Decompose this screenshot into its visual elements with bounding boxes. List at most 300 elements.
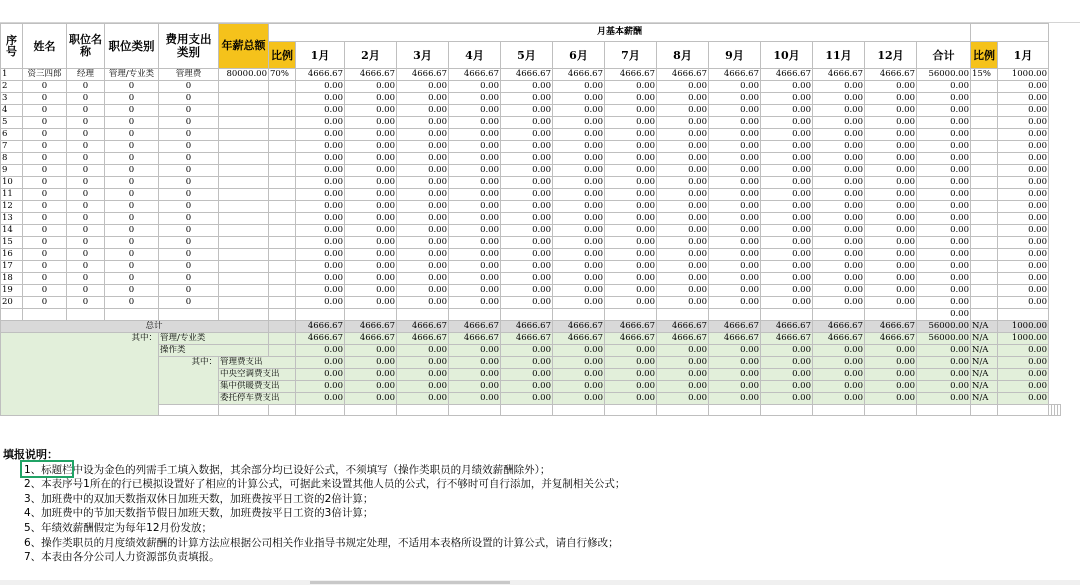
amount-cell[interactable]: 0.00 [657,225,709,237]
ratio2-cell[interactable] [971,273,998,285]
amount-cell[interactable]: 0.00 [449,165,501,177]
seq-cell[interactable]: 10 [1,177,23,189]
amount-cell[interactable]: 0.00 [553,153,605,165]
ops-amount-cell[interactable]: 0.00 [501,345,553,357]
amount-cell[interactable]: 0.00 [345,225,397,237]
ops-amount-cell[interactable]: 0.00 [449,345,501,357]
header-month[interactable]: 12月 [865,42,917,69]
blank-cell[interactable] [345,309,397,321]
amount-cell[interactable]: 0.00 [553,249,605,261]
amount-cell[interactable]: 0.00 [761,225,813,237]
amount-cell[interactable]: 0.00 [553,93,605,105]
amount-cell[interactable]: 0.00 [998,105,1049,117]
header-month[interactable]: 5月 [501,42,553,69]
amount-cell[interactable]: 0.00 [605,225,657,237]
amount-cell[interactable]: 0.00 [449,117,501,129]
amount-cell[interactable]: 0.00 [998,273,1049,285]
amount-cell[interactable]: 0.00 [553,165,605,177]
amount-cell[interactable]: 0.00 [657,105,709,117]
amount-cell[interactable]: 0.00 [449,261,501,273]
amount-cell[interactable]: 0.00 [397,273,449,285]
amount-cell[interactable]: 0.00 [709,213,761,225]
expense-cell[interactable]: 0 [159,129,219,141]
amount-cell[interactable]: 0.00 [345,153,397,165]
annual-cell[interactable] [219,273,269,285]
amount-cell[interactable]: 0.00 [553,261,605,273]
amount-cell[interactable]: 0.00 [998,93,1049,105]
month-amount-cell[interactable]: 4666.67 [761,69,813,81]
cell-selection[interactable] [20,460,74,478]
amount-cell[interactable]: 0.00 [865,225,917,237]
amount-cell[interactable]: 0.00 [813,213,865,225]
amount-cell[interactable]: 0.00 [709,273,761,285]
amount-cell[interactable]: 0.00 [865,177,917,189]
annual-cell[interactable] [219,297,269,309]
mgmt-label[interactable]: 管理/专业类 [159,333,269,345]
blank-cell[interactable] [449,405,501,416]
position-cell[interactable]: 0 [67,189,105,201]
amount-cell[interactable]: 0.00 [917,81,971,93]
amount-cell[interactable]: 0.00 [865,285,917,297]
amount-cell[interactable]: 0.00 [345,201,397,213]
ratio-cell[interactable] [269,141,296,153]
amount-cell[interactable]: 0.00 [449,129,501,141]
blank-cell[interactable] [269,321,296,333]
ratio2-cell[interactable] [971,249,998,261]
sub-amount-cell[interactable]: 0.00 [296,393,345,405]
ratio2-cell[interactable] [971,153,998,165]
month-amount-cell[interactable]: 4666.67 [296,69,345,81]
category-cell[interactable]: 0 [105,285,159,297]
expense-cell[interactable]: 0 [159,165,219,177]
amount-cell[interactable]: 0.00 [813,117,865,129]
mgmt-month-cell[interactable]: 4666.67 [397,333,449,345]
sub-amount-cell[interactable]: 0.00 [761,369,813,381]
amount-cell[interactable]: 0.00 [553,201,605,213]
name-cell[interactable]: 0 [23,201,67,213]
total-month-b-cell[interactable]: 1000.00 [998,321,1049,333]
amount-cell[interactable]: 0.00 [296,177,345,189]
amount-cell[interactable]: 0.00 [501,117,553,129]
amount-cell[interactable]: 0.00 [553,285,605,297]
total-month-cell[interactable]: 4666.67 [657,321,709,333]
amount-cell[interactable]: 0.00 [553,189,605,201]
amount-cell[interactable]: 0.00 [296,213,345,225]
total-sum-cell[interactable]: 56000.00 [917,321,971,333]
category-cell[interactable]: 0 [105,237,159,249]
seq-cell[interactable]: 12 [1,201,23,213]
amount-cell[interactable]: 0.00 [449,285,501,297]
ops-amount-cell[interactable]: 0.00 [345,345,397,357]
header-month[interactable]: 6月 [553,42,605,69]
mgmt-month-cell[interactable]: 4666.67 [345,333,397,345]
category-cell[interactable]: 0 [105,213,159,225]
name-cell[interactable]: 0 [23,297,67,309]
amount-cell[interactable]: 0.00 [761,105,813,117]
amount-cell[interactable]: 0.00 [553,297,605,309]
amount-cell[interactable]: 0.00 [605,273,657,285]
amount-cell[interactable]: 0.00 [501,189,553,201]
sub-amount-cell[interactable]: 0.00 [813,381,865,393]
category-cell[interactable]: 0 [105,249,159,261]
amount-cell[interactable]: 0.00 [449,213,501,225]
blank-cell[interactable] [709,309,761,321]
month-amount-cell[interactable]: 4666.67 [397,69,449,81]
amount-cell[interactable]: 0.00 [397,153,449,165]
seq-cell[interactable]: 20 [1,297,23,309]
amount-cell[interactable]: 0.00 [865,129,917,141]
amount-cell[interactable]: 0.00 [345,261,397,273]
amount-cell[interactable]: 0.00 [605,81,657,93]
amount-cell[interactable]: 0.00 [657,153,709,165]
sub-amount-cell[interactable]: 0.00 [449,393,501,405]
blank-cell[interactable] [501,405,553,416]
amount-cell[interactable]: 0.00 [605,141,657,153]
blank-cell[interactable] [345,405,397,416]
amount-cell[interactable]: 0.00 [813,165,865,177]
blank-cell[interactable] [269,405,296,416]
blank-cell[interactable] [105,309,159,321]
header-month[interactable]: 4月 [449,42,501,69]
ratio-cell[interactable] [269,165,296,177]
ratio2-cell[interactable] [971,261,998,273]
seq-cell[interactable]: 6 [1,129,23,141]
na-cell[interactable]: N/A [971,381,998,393]
amount-cell[interactable]: 0.00 [501,93,553,105]
name-cell[interactable]: 0 [23,237,67,249]
sub-amount-cell[interactable]: 0.00 [501,381,553,393]
amount-cell[interactable]: 0.00 [813,297,865,309]
ops-amount-cell[interactable]: 0.00 [761,345,813,357]
amount-cell[interactable]: 0.00 [917,201,971,213]
amount-cell[interactable]: 0.00 [397,249,449,261]
amount-cell[interactable]: 0.00 [998,189,1049,201]
amount-cell[interactable]: 0.00 [397,261,449,273]
position-cell[interactable]: 0 [67,249,105,261]
blank-cell[interactable] [159,309,219,321]
sub-amount-cell[interactable]: 0.00 [998,381,1049,393]
total-month-cell[interactable]: 4666.67 [449,321,501,333]
amount-cell[interactable]: 0.00 [865,189,917,201]
amount-cell[interactable]: 0.00 [761,189,813,201]
amount-cell[interactable]: 0.00 [709,153,761,165]
amount-cell[interactable]: 0.00 [813,201,865,213]
expense-cell[interactable]: 0 [159,261,219,273]
month-amount-cell[interactable]: 4666.67 [449,69,501,81]
na-cell[interactable]: N/A [971,393,998,405]
amount-cell[interactable]: 0.00 [865,105,917,117]
seq-cell[interactable]: 3 [1,93,23,105]
sub-amount-cell[interactable]: 0.00 [449,381,501,393]
sub-amount-cell[interactable]: 0.00 [865,369,917,381]
amount-cell[interactable]: 0.00 [813,81,865,93]
amount-cell[interactable]: 0.00 [709,261,761,273]
amount-cell[interactable]: 0.00 [657,249,709,261]
sub-amount-cell[interactable]: 0.00 [917,381,971,393]
sub-item-label[interactable]: 集中供暖费支出 [219,381,296,393]
annual-cell[interactable] [219,237,269,249]
annual-cell[interactable] [219,81,269,93]
amount-cell[interactable]: 0.00 [813,237,865,249]
blank-cell[interactable] [159,405,219,416]
amount-cell[interactable]: 0.00 [501,261,553,273]
amount-cell[interactable]: 0.00 [449,189,501,201]
amount-cell[interactable]: 0.00 [657,201,709,213]
amount-cell[interactable]: 0.00 [501,165,553,177]
blank-cell[interactable] [761,405,813,416]
blank-cell[interactable] [296,309,345,321]
category-cell[interactable]: 0 [105,141,159,153]
blank-cell[interactable] [998,309,1049,321]
amount-cell[interactable]: 0.00 [813,285,865,297]
amount-cell[interactable]: 0.00 [709,117,761,129]
ops-amount-cell[interactable]: 0.00 [296,345,345,357]
amount-cell[interactable]: 0.00 [917,177,971,189]
sub-amount-cell[interactable]: 0.00 [917,357,971,369]
amount-cell[interactable]: 0.00 [345,285,397,297]
position-cell[interactable]: 0 [67,141,105,153]
amount-cell[interactable]: 0.00 [605,129,657,141]
amount-cell[interactable]: 0.00 [501,105,553,117]
amount-cell[interactable]: 0.00 [998,117,1049,129]
seq-cell[interactable]: 7 [1,141,23,153]
total-month-cell[interactable]: 4666.67 [761,321,813,333]
amount-cell[interactable]: 0.00 [998,213,1049,225]
expense-cell[interactable]: 0 [159,201,219,213]
amount-cell[interactable]: 0.00 [345,249,397,261]
sub-item-label[interactable]: 中央空调费支出 [219,369,296,381]
amount-cell[interactable]: 0.00 [296,105,345,117]
ratio-cell[interactable] [269,93,296,105]
name-cell[interactable]: 0 [23,189,67,201]
amount-cell[interactable]: 0.00 [397,285,449,297]
amount-cell[interactable]: 0.00 [397,165,449,177]
category-cell[interactable]: 0 [105,105,159,117]
amount-cell[interactable]: 0.00 [865,297,917,309]
amount-cell[interactable]: 0.00 [605,93,657,105]
amount-cell[interactable]: 0.00 [813,93,865,105]
seq-cell[interactable]: 16 [1,249,23,261]
amount-cell[interactable]: 0.00 [553,117,605,129]
amount-cell[interactable]: 0.00 [761,153,813,165]
position-cell[interactable]: 0 [67,105,105,117]
amount-cell[interactable]: 0.00 [296,237,345,249]
annual-cell[interactable] [219,249,269,261]
amount-cell[interactable]: 0.00 [761,81,813,93]
amount-cell[interactable]: 0.00 [605,249,657,261]
amount-cell[interactable]: 0.00 [397,177,449,189]
annual-cell[interactable] [219,189,269,201]
sub-amount-cell[interactable]: 0.00 [917,393,971,405]
amount-cell[interactable]: 0.00 [345,129,397,141]
amount-cell[interactable]: 0.00 [296,225,345,237]
header-month[interactable]: 7月 [605,42,657,69]
ops-amount-cell[interactable]: 0.00 [998,345,1049,357]
amount-cell[interactable]: 0.00 [605,165,657,177]
amount-cell[interactable]: 0.00 [917,141,971,153]
total-label[interactable]: 总计 [1,321,269,333]
annual-cell[interactable] [219,93,269,105]
amount-cell[interactable]: 0.00 [345,189,397,201]
amount-cell[interactable]: 0.00 [998,201,1049,213]
position-cell[interactable]: 0 [67,285,105,297]
amount-cell[interactable]: 0.00 [553,81,605,93]
amount-cell[interactable]: 0.00 [865,201,917,213]
total-month-cell[interactable]: 4666.67 [397,321,449,333]
amount-cell[interactable]: 0.00 [709,81,761,93]
ratio-cell[interactable] [269,117,296,129]
category-cell[interactable]: 0 [105,225,159,237]
among2-cell[interactable] [159,357,219,405]
annual-cell[interactable] [219,213,269,225]
ratio-cell[interactable] [269,237,296,249]
amount-cell[interactable]: 0.00 [501,225,553,237]
amount-cell[interactable]: 0.00 [917,93,971,105]
amount-cell[interactable]: 0.00 [345,237,397,249]
month-amount-cell[interactable]: 4666.67 [501,69,553,81]
amount-cell[interactable]: 0.00 [657,297,709,309]
header-position-category[interactable]: 职位类别 [105,24,159,69]
amount-cell[interactable]: 0.00 [397,93,449,105]
amount-cell[interactable]: 0.00 [449,153,501,165]
amount-cell[interactable]: 0.00 [296,141,345,153]
amount-cell[interactable]: 0.00 [397,225,449,237]
mgmt-month-cell[interactable]: 4666.67 [449,333,501,345]
amount-cell[interactable]: 0.00 [501,177,553,189]
amount-cell[interactable]: 0.00 [296,165,345,177]
amount-cell[interactable]: 0.00 [865,249,917,261]
sub-amount-cell[interactable]: 0.00 [865,381,917,393]
expense-cell[interactable]: 0 [159,93,219,105]
sub-amount-cell[interactable]: 0.00 [345,381,397,393]
seq-cell[interactable]: 4 [1,105,23,117]
name-cell[interactable]: 0 [23,81,67,93]
sub-amount-cell[interactable]: 0.00 [605,393,657,405]
name-cell[interactable]: 0 [23,261,67,273]
category-cell[interactable]: 0 [105,165,159,177]
amount-cell[interactable]: 0.00 [865,273,917,285]
amount-cell[interactable]: 0.00 [657,81,709,93]
amount-cell[interactable]: 0.00 [657,261,709,273]
seq-cell[interactable]: 13 [1,213,23,225]
sub-amount-cell[interactable]: 0.00 [657,369,709,381]
amount-cell[interactable]: 0.00 [345,297,397,309]
ratio2-cell[interactable] [971,93,998,105]
position-cell[interactable]: 0 [67,153,105,165]
ratio-cell[interactable] [269,105,296,117]
amount-cell[interactable]: 0.00 [865,213,917,225]
amount-cell[interactable]: 0.00 [998,177,1049,189]
month-amount-cell[interactable]: 4666.67 [657,69,709,81]
amount-cell[interactable]: 0.00 [397,297,449,309]
total-month-cell[interactable]: 4666.67 [709,321,761,333]
amount-cell[interactable]: 0.00 [553,225,605,237]
amount-cell[interactable]: 0.00 [501,153,553,165]
header-name[interactable]: 姓名 [23,24,67,69]
amount-cell[interactable]: 0.00 [761,273,813,285]
total-month-cell[interactable]: 4666.67 [296,321,345,333]
sub-amount-cell[interactable]: 0.00 [605,381,657,393]
amount-cell[interactable]: 0.00 [998,129,1049,141]
mgmt-month-cell[interactable]: 4666.67 [605,333,657,345]
header-blank[interactable] [971,24,1049,42]
mgmt-sum-cell[interactable]: 56000.00 [917,333,971,345]
amount-cell[interactable]: 0.00 [501,297,553,309]
amount-cell[interactable]: 0.00 [998,237,1049,249]
amount-cell[interactable]: 0.00 [761,249,813,261]
amount-cell[interactable]: 0.00 [605,201,657,213]
ratio-cell[interactable] [269,189,296,201]
ratio2-cell[interactable] [971,189,998,201]
amount-cell[interactable]: 0.00 [761,177,813,189]
sub-amount-cell[interactable]: 0.00 [501,369,553,381]
name-cell[interactable]: 0 [23,117,67,129]
amount-cell[interactable]: 0.00 [605,297,657,309]
seq-cell[interactable]: 8 [1,153,23,165]
blank-cell[interactable] [67,309,105,321]
blank-cell[interactable] [971,405,998,416]
amount-cell[interactable]: 0.00 [709,177,761,189]
amount-cell[interactable]: 0.00 [553,129,605,141]
amount-cell[interactable]: 0.00 [657,285,709,297]
sub-amount-cell[interactable]: 0.00 [553,381,605,393]
header-month[interactable]: 1月 [296,42,345,69]
name-cell[interactable]: 0 [23,105,67,117]
amount-cell[interactable]: 0.00 [917,225,971,237]
sub-amount-cell[interactable]: 0.00 [605,357,657,369]
amount-cell[interactable]: 0.00 [553,237,605,249]
expense-cell[interactable]: 管理费 [159,69,219,81]
month-b-cell[interactable]: 1000.00 [998,69,1049,81]
na-cell[interactable]: N/A [971,333,998,345]
ratio-cell[interactable] [269,201,296,213]
amount-cell[interactable]: 0.00 [501,285,553,297]
amount-cell[interactable]: 0.00 [761,129,813,141]
amount-cell[interactable]: 0.00 [501,237,553,249]
blank-cell[interactable] [657,405,709,416]
amount-cell[interactable]: 0.00 [296,273,345,285]
ratio-cell[interactable] [269,225,296,237]
sub-amount-cell[interactable]: 0.00 [397,369,449,381]
amount-cell[interactable]: 0.00 [998,81,1049,93]
blank-cell[interactable] [269,345,296,357]
header-month[interactable]: 11月 [813,42,865,69]
amount-cell[interactable]: 0.00 [397,105,449,117]
ratio2-cell[interactable] [971,237,998,249]
sub-amount-cell[interactable]: 0.00 [449,369,501,381]
amount-cell[interactable]: 0.00 [709,141,761,153]
amount-cell[interactable]: 0.00 [657,213,709,225]
amount-cell[interactable]: 0.00 [449,237,501,249]
category-cell[interactable]: 0 [105,81,159,93]
ops-amount-cell[interactable]: 0.00 [917,345,971,357]
ratio-cell[interactable] [269,273,296,285]
sub-amount-cell[interactable]: 0.00 [449,357,501,369]
sub-amount-cell[interactable]: 0.00 [501,393,553,405]
blank-cell[interactable] [553,309,605,321]
amount-cell[interactable]: 0.00 [657,237,709,249]
amount-cell[interactable]: 0.00 [917,273,971,285]
ratio2-cell[interactable] [971,165,998,177]
amount-cell[interactable]: 0.00 [813,105,865,117]
annual-cell[interactable] [219,105,269,117]
sub-amount-cell[interactable]: 0.00 [605,369,657,381]
amount-cell[interactable]: 0.00 [657,273,709,285]
sub-amount-cell[interactable]: 0.00 [345,357,397,369]
amount-cell[interactable]: 0.00 [709,105,761,117]
header-month[interactable]: 8月 [657,42,709,69]
position-cell[interactable]: 0 [67,201,105,213]
